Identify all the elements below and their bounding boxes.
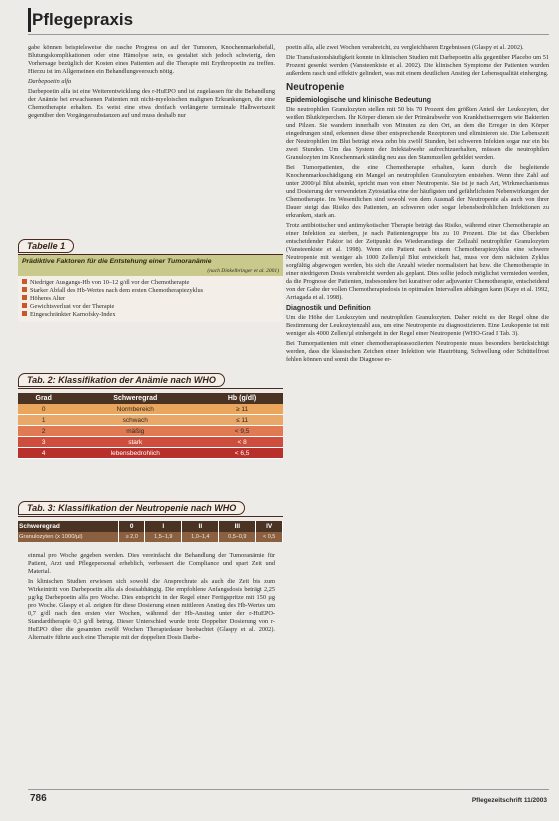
column-header: Grad bbox=[18, 393, 69, 404]
neutropenia-table bbox=[18, 521, 283, 542]
tab-3 bbox=[18, 498, 283, 542]
table-row bbox=[18, 532, 283, 542]
table-cell: stark bbox=[69, 437, 201, 448]
table-cell: ≥ 11 bbox=[201, 404, 283, 415]
paragraph: Die Transfusionshäufigkeit konnte in klinischen Studien mit Darbepoetin alfa gegenüber Placebo um 51 Prozent gesenkt werden (Vansteenkiste et al. 2002). Die klinischen Symptome der Patienten wurden außerdem rasch und effektiv gelindert, was mit einem deutlichen Anstieg der Lebensqualität einherging. bbox=[286, 54, 549, 77]
tab-2-label: Tab. 2: Klassifikation der Anämie nach WHO bbox=[18, 373, 225, 387]
column-header: Schweregrad bbox=[18, 521, 119, 532]
paragraph: Darbepoetin alfa ist eine Weiterentwicklung des r-HuEPO und ist zugelassen für die Behandlung der Anämie bei erwachsenen Patienten mit nicht-myeloischen malignen Erkrankungen, die eine Chemotherapie erhalten. Es weist eine etwa dreifach verlängerte terminale Halbwertszeit gegenüber den Vorgängersubstanzen auf und muss deshalb nur bbox=[28, 88, 275, 119]
header-bar bbox=[28, 8, 31, 32]
list-item: Starker Abfall des Hb-Wertes nach dem ersten Chemotherapiezyklus bbox=[22, 287, 279, 295]
table-cell: < 8 bbox=[201, 437, 283, 448]
tabelle-1-title: Prädiktive Faktoren für die Entstehung einer Tumoranämie bbox=[18, 255, 283, 268]
table-cell: 0 bbox=[18, 404, 69, 415]
list-item: Gewichtsverlust vor der Therapie bbox=[22, 303, 279, 311]
left-column-bottom bbox=[28, 552, 275, 784]
table-row bbox=[18, 437, 283, 448]
table-cell: < 6,5 bbox=[201, 448, 283, 459]
tabelle-1 bbox=[18, 236, 283, 322]
bullet-icon bbox=[22, 295, 27, 300]
paragraph: poetin alfa, alle zwei Wochen verabreicht, zu vergleichbaren Ergebnissen (Glaspy et al. 2002). bbox=[286, 44, 524, 51]
list-item: Niedriger Ausgangs-Hb von 10–12 g/dl vor der Chemotherapie bbox=[22, 279, 279, 287]
tab-3-label: Tab. 3: Klassifikation der Neutropenie nach WHO bbox=[18, 501, 245, 515]
paragraph: Bei Tumorpatienten, die eine Chemotherapie erhalten, kann durch die begleitende Knochenmarksschädigung ein Mangel an neutrophilen Granulozyten entstehen. Wenn ihre Zahl auf unter 2000/µl Blut absinkt, spricht man von einer Neutropenie. Sie ist je nach Art, Wirkmechanismus und Dosierung der verwendeten Zytostatika eine der häufigsten und gefährlichsten Nebenwirkungen der Chemotherapie. Im Wesentlichen sind sowohl von dem Ausmaß der Neutropenie als auch von ihrer Dauer steigt das Risiko des Patienten, an schweren oder sogar lebensbedrohlichen Infektionen zu erkranken, stark an. bbox=[286, 164, 549, 219]
table-cell: 4 bbox=[18, 448, 69, 459]
tab-3-header bbox=[18, 498, 283, 517]
header-rule bbox=[28, 34, 549, 35]
subheading-diagnostik: Diagnostik und Definition bbox=[286, 305, 371, 312]
paragraph: In klinischen Studien erwiesen sich sowohl die Ansprechrate als auch die Zeit bis zum Wirkeintritt von Darbepoetin alfa als dosisabhängig. Die empfohlene Anfangsdosis beträgt 2,25 µg/kg Darbepoetin alfa pro Woche. Dies entspricht in der Regel einer Fertigspritze mit 150 µg pro Woche. Glaspy et al. zeigten für diese Dosierung einen mittleren Anstieg des Hb-Wertes um 0,7 g/dl nach den ersten vier Wochen, während der Hb-Anstieg unter der r-HuEPO-Standardtherapie 0,3 g/dl betrug. Dieser Unterschied wurde trotz Doppelter Dosierung von r-HuEPO über die gesamten zwölf Wochen Therapiedauer beobachtet (Glaspy et al. 2002). Alternativ führte auch eine Therapie mit der doppelten Dosis Darbe- bbox=[28, 578, 275, 641]
column-header: III bbox=[219, 521, 256, 532]
anemia-table bbox=[18, 393, 283, 459]
tabelle-1-header bbox=[18, 236, 283, 255]
tabelle-1-list bbox=[18, 276, 283, 322]
table-cell: < 0,5 bbox=[256, 532, 283, 542]
paragraph: Bei Tumorpatienten mit einer chemotherapieassoziierten Neutropenie muss besonders berücksichtigt werden, dass die klassischen Zeichen einer Infektion wie Hautrötung, Schwellung oder Schüttelfrost fehlen können und somit die Diagnose er- bbox=[286, 340, 549, 363]
footer-rule bbox=[28, 789, 549, 790]
tab-2 bbox=[18, 370, 283, 459]
paragraph: gabe können beispielsweise die rasche Progress on auf der Tumoren, Knochenmarksbefall, Blutungskomplikationen oder eine Hämolyse sein, es gestaltet sich jedoch schwierig, den Vorhersage bezüglich der Kosten eines Patienten auf die Therapie mit Erythropoetin zu treffen. Hierzu ist im Allgemeinen ein Behandlungsversuch nötig. bbox=[28, 44, 275, 75]
table-cell: mäßig bbox=[69, 426, 201, 437]
column-header: IV bbox=[256, 521, 283, 532]
table-cell: < 9,5 bbox=[201, 426, 283, 437]
subheading-epidemiologie: Epidemiologische und klinische Bedeutung bbox=[286, 97, 432, 104]
table-cell: Granulozyten (x 1000/µl) bbox=[18, 532, 119, 542]
right-column bbox=[286, 44, 549, 784]
tab-2-header bbox=[18, 370, 283, 389]
column-header: II bbox=[182, 521, 219, 532]
page-header-title: Pflegepraxis bbox=[32, 10, 134, 29]
left-column-top bbox=[28, 44, 275, 232]
table-cell: 1,5–1,9 bbox=[145, 532, 182, 542]
table-cell: 2 bbox=[18, 426, 69, 437]
subheading-darbepoetin: Darbepoetin alfa bbox=[28, 78, 72, 85]
table-row bbox=[18, 426, 283, 437]
table-cell: Normbereich bbox=[69, 404, 201, 415]
column-header: I bbox=[145, 521, 182, 532]
bullet-icon bbox=[22, 303, 27, 308]
table-row bbox=[18, 415, 283, 426]
bullet-icon bbox=[22, 287, 27, 292]
bullet-icon bbox=[22, 311, 27, 316]
table-cell: schwach bbox=[69, 415, 201, 426]
paragraph: einmal pro Woche gegeben werden. Dies vereinfacht die Behandlung der Tumoranämie für Patient, Arzt und Pflegepersonal erheblich, verbessert die Compliance und spart Zeit und Material. bbox=[28, 552, 275, 575]
table-cell: ≥ 2,0 bbox=[119, 532, 145, 542]
section-heading-neutropenie: Neutropenie bbox=[286, 82, 345, 93]
table-header-row bbox=[18, 521, 283, 532]
column-header: 0 bbox=[119, 521, 145, 532]
list-item: Eingeschränkter Karnofsky-Index bbox=[22, 311, 279, 319]
column-header: Schweregrad bbox=[69, 393, 201, 404]
table-row bbox=[18, 404, 283, 415]
table-header-row bbox=[18, 393, 283, 404]
bullet-icon bbox=[22, 279, 27, 284]
page-number: 786 bbox=[30, 793, 47, 804]
table-cell: ≤ 11 bbox=[201, 415, 283, 426]
table-cell: 3 bbox=[18, 437, 69, 448]
table-cell: 1,0–1,4 bbox=[182, 532, 219, 542]
table-cell: 0,5–0,9 bbox=[219, 532, 256, 542]
list-item: Höheres Alter bbox=[22, 295, 279, 303]
paragraph: Um die Höhe der Leukozyten und neutrophilen Granulozyten. Daher reicht es der Regel ohne die Bestimmung der Leukozytenzahl aus, um eine Neutropenie zu diagnostizieren. Eine Leukopenie ist mit weniger als 4000 Zellen/µl einhergeht in der Regel einer Neutropenie (WHO-Grad I Tab. 3). bbox=[286, 314, 549, 337]
column-header: Hb (g/dl) bbox=[201, 393, 283, 404]
tabelle-1-source: (nach Dinkelbringer et al. 2001) bbox=[18, 268, 283, 276]
table-row bbox=[18, 448, 283, 459]
tabelle-1-label: Tabelle 1 bbox=[18, 239, 74, 253]
table-cell: lebensbedrohlich bbox=[69, 448, 201, 459]
paragraph: Die neutrophilen Granulozyten stellen mit 50 bis 70 Prozent den größten Anteil der Leukozyten, der weißen Blutkörperchen. Ihr Körper dienen sie der Primärabwehr von Krankheitserregern wie Bakterien und Pilzen. Sie wandern innerhalb von Minuten zu den Ort, an dem die Erreger in den Körper eingedrungen sind, erkennen diese über entsprechende Rezeptoren und eliminieren sie. Die Lebenszeit der Neutrophilen im Blut beträgt etwa zehn bis zwölf Stunden, bei schweren Infekten sogar nur ein bis zwei Stunden. Um das System der Infektabwehr aufrechtzuerhalten, müssen die neutrophilen Granulozyten im Knochenmark ständig neu aus den Stammzellen gebildet werden. bbox=[286, 106, 549, 161]
journal-name: Pflegezeitschrift 11/2003 bbox=[471, 797, 547, 804]
paragraph: Trotz antibiotischer und antimykotischer Therapie beträgt das Risiko, während einer Chemotherapie an einer Infektion zu sterben, je nach Patientengruppe bis zu 10 Prozent. Die ist das Überleben entscheidender Faktor ist der Zeitpunkt des Wiederanstiegs der Zellzahl neutrophiler Granulozyten (Vansteenkiste et al. 1998). Wenn ein Patient nach einem Chemotherapiezyklus eine schwere Neutropenie mit weniger als 1000 Zellen/µl Blut entwickelt hat, muss vor dem nächsten Zyklus sorgfältig abgewogen werden, bis sich die Anzahl wieder normalisiert hat bzw. die Chemotherapie in einer niedrigeren Dosis verabreicht werden als geplant. Dies sollte jedoch möglichst vermieden werden, da die Prognose der Patienten, insbesondere bei kurativer oder adjuvanter Chemotherapie, entscheidend von der Gabe der vollen Chemotherapiedosis in optimalen Intervallen abhängen kann (Kaye et al. 1992, Arriagada et al. 1998). bbox=[286, 222, 549, 301]
table-cell: 1 bbox=[18, 415, 69, 426]
